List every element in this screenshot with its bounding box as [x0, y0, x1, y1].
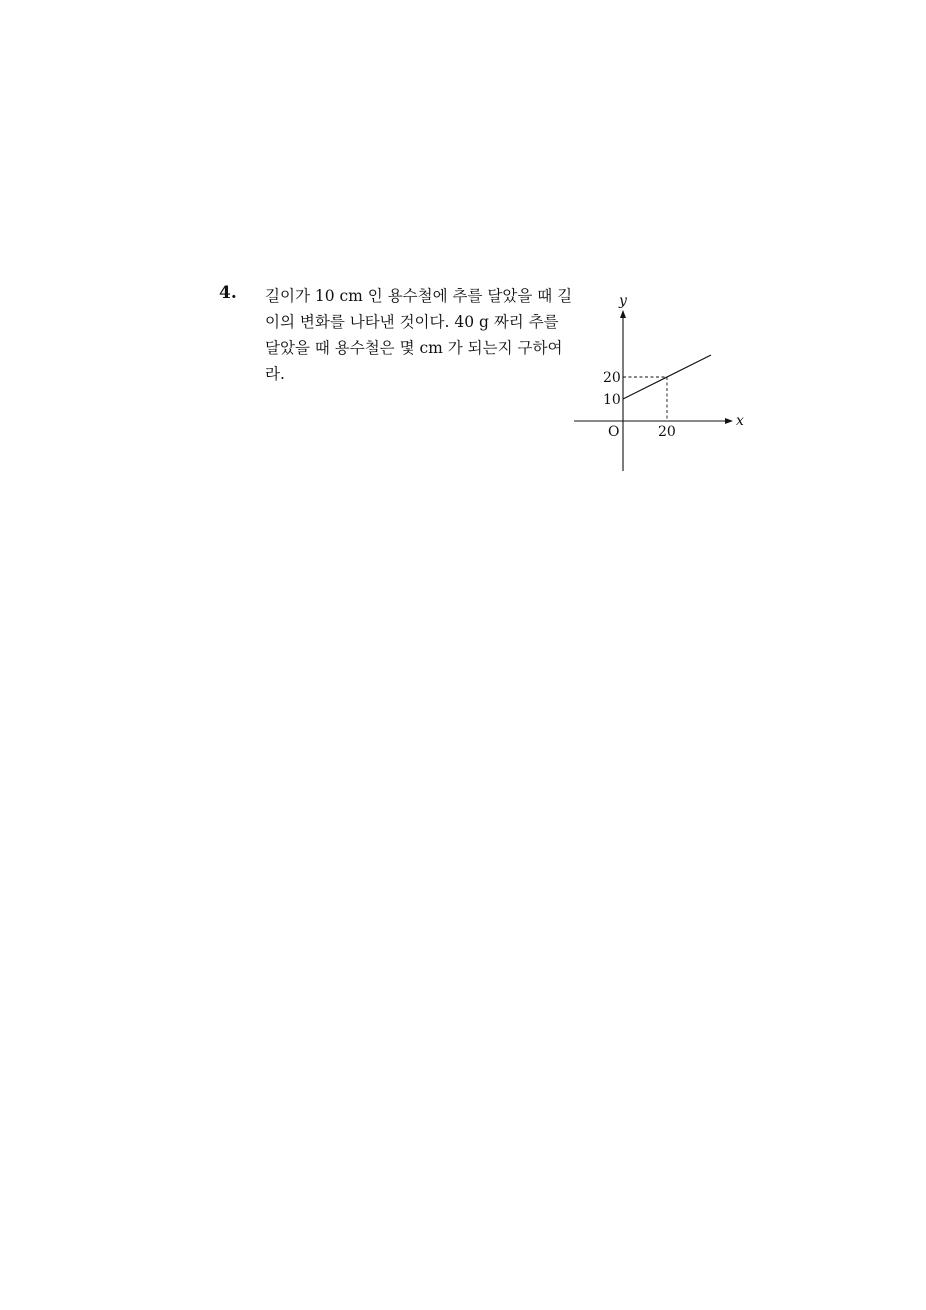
x-axis-label: x [736, 413, 744, 429]
problem-line: 이의 변화를 나타낸 것이다. 40 g 짜리 추를 [265, 313, 559, 331]
x-tick-label: 20 [658, 424, 676, 440]
y-tick-label: 10 [603, 392, 621, 408]
y-tick-label: 20 [603, 370, 621, 386]
spring-length-graph [560, 285, 760, 485]
problem-statement [265, 283, 573, 387]
origin-label: O [608, 424, 620, 440]
problem-number: 4. [219, 283, 237, 303]
problem-line: 달았을 때 용수철은 몇 cm 가 되는지 구하여 [265, 339, 563, 357]
problem-line: 길이가 10 cm 인 용수철에 추를 달았을 때 길 [265, 287, 573, 305]
y-axis-label: y [619, 293, 627, 309]
problem-line: 라. [265, 365, 285, 383]
